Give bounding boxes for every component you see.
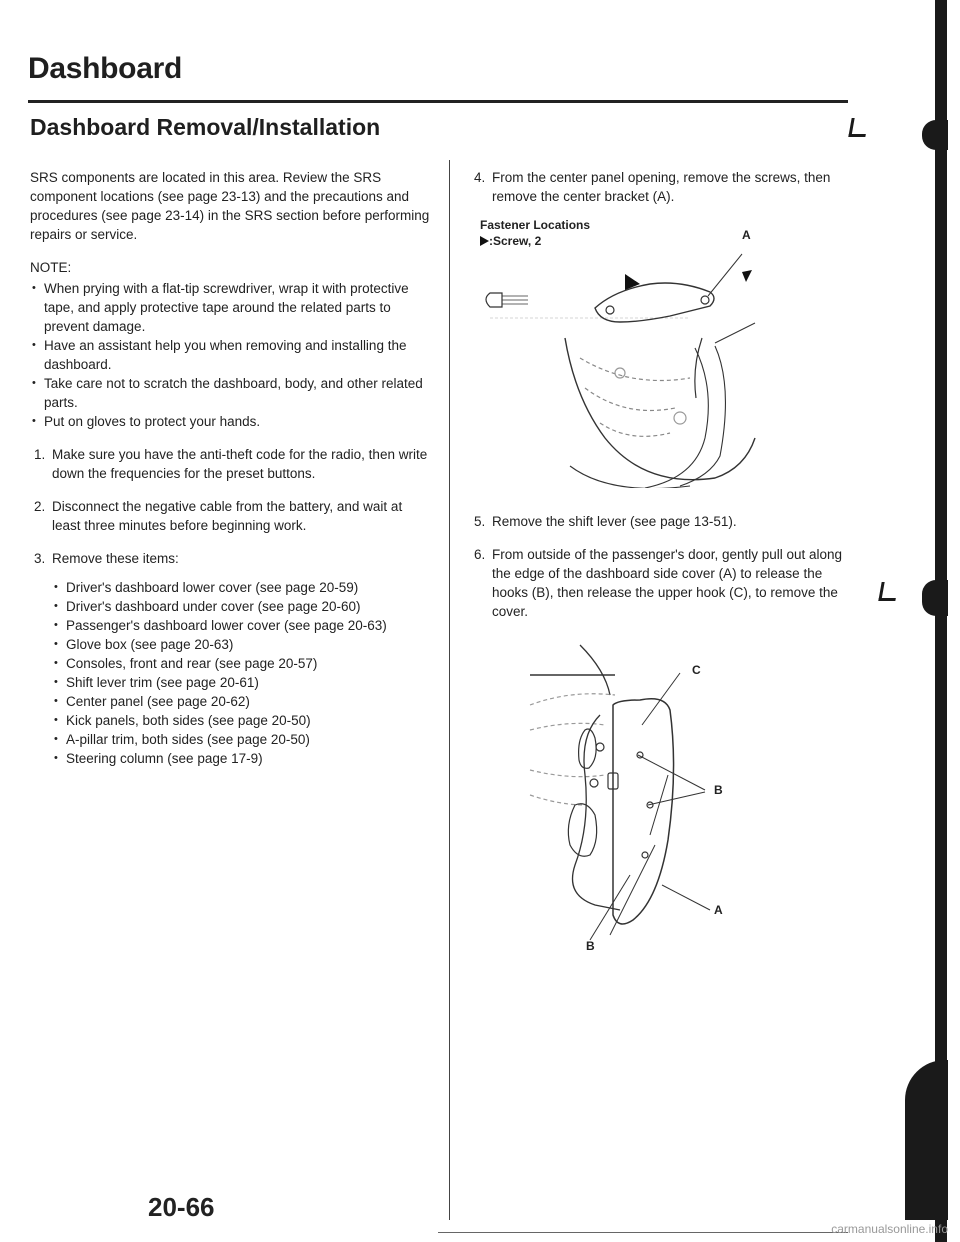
- corner-mark: [848, 118, 868, 137]
- step-number: 2.: [34, 499, 46, 514]
- step-number: 4.: [474, 170, 486, 185]
- step-number: 5.: [474, 514, 486, 529]
- step-5: [470, 512, 850, 531]
- step-number: 1.: [34, 447, 46, 462]
- step-2: [30, 497, 430, 535]
- title-rule: [28, 100, 848, 103]
- steps-list: [30, 445, 430, 768]
- callout-a: A: [714, 903, 723, 917]
- note-item: • Have an assistant help you when removing and installing the dashboard.: [30, 336, 430, 374]
- callout-a: A: [742, 228, 751, 242]
- step-text: From outside of the passenger's door, gently pull out along the edge of the dashboard side cover (A) to release the hooks (B), then release the upper hook (C), to remove the cover.: [492, 547, 843, 619]
- column-divider: [449, 160, 450, 1220]
- remove-item: • Driver's dashboard lower cover (see page 20-59): [52, 578, 430, 597]
- remove-item: • A-pillar trim, both sides (see page 20-50): [52, 730, 430, 749]
- left-column: [30, 168, 430, 782]
- notes-list: [30, 279, 430, 431]
- section-title: Dashboard: [28, 52, 182, 85]
- side-cover-illustration: [490, 635, 790, 965]
- remove-item: • Driver's dashboard under cover (see page 20-60): [52, 597, 430, 616]
- note-item: • Put on gloves to protect your hands.: [30, 412, 430, 431]
- remove-item: • Center panel (see page 20-62): [52, 692, 430, 711]
- side-cover-figure: [470, 635, 850, 965]
- figure-title: Fastener Locations: [480, 218, 591, 232]
- page-edge-tab: [922, 580, 948, 616]
- remove-item: • Kick panels, both sides (see page 20-50): [52, 711, 430, 730]
- remove-item: • Shift lever trim (see page 20-61): [52, 673, 430, 692]
- remove-item: • Steering column (see page 17-9): [52, 749, 430, 768]
- step-text: Remove these items:: [52, 551, 179, 566]
- callout-b: B: [586, 939, 595, 953]
- remove-item: • Consoles, front and rear (see page 20-57): [52, 654, 430, 673]
- note-label: NOTE:: [30, 260, 72, 275]
- page-edge-tab: [905, 1060, 948, 1220]
- note-item: • Take care not to scratch the dashboard, body, and other related parts.: [30, 374, 430, 412]
- note-item: • When prying with a flat-tip screwdriver, wrap it with protective tape, and apply protective tape around the related parts to prevent damage.: [30, 279, 430, 336]
- right-column: [470, 168, 850, 965]
- corner-mark: [878, 582, 898, 601]
- page-edge-bar: [935, 0, 947, 1242]
- step-text: Make sure you have the anti-theft code for the radio, then write down the frequencies for the preset buttons.: [52, 447, 428, 481]
- remove-items-list: [52, 578, 430, 768]
- watermark: carmanualsonline.info: [831, 1222, 948, 1236]
- callout-c: C: [692, 663, 701, 677]
- page-subtitle: Dashboard Removal/Installation: [30, 114, 381, 140]
- step-6: [470, 545, 850, 621]
- steps-list-right-2: [470, 512, 850, 621]
- step-text: Remove the shift lever (see page 13-51).: [492, 514, 737, 529]
- callout-b: B: [714, 783, 723, 797]
- step-text: Disconnect the negative cable from the battery, and wait at least three minutes before beginning work.: [52, 499, 403, 533]
- page-edge-tab: [922, 120, 948, 150]
- step-3: [30, 549, 430, 768]
- page-number: 20-66: [148, 1192, 215, 1222]
- center-bracket-illustration: [470, 238, 770, 488]
- steps-list-right: [470, 168, 850, 206]
- legend-text: :Screw, 2: [489, 234, 542, 248]
- fastener-locations-figure: [470, 218, 850, 488]
- srs-intro: SRS components are located in this area. Review the SRS component locations (see page 23-13) and the precautions and procedures (see page 23-14) in the SRS section before performing repairs or service.: [30, 170, 430, 242]
- remove-item: • Passenger's dashboard lower cover (see page 20-63): [52, 616, 430, 635]
- step-number: 3.: [34, 551, 46, 566]
- step-text: From the center panel opening, remove the screws, then remove the center bracket (A).: [492, 170, 831, 204]
- step-4: [470, 168, 850, 206]
- bottom-rule: [438, 1232, 848, 1233]
- step-1: [30, 445, 430, 483]
- remove-item: • Glove box (see page 20-63): [52, 635, 430, 654]
- step-number: 6.: [474, 547, 486, 562]
